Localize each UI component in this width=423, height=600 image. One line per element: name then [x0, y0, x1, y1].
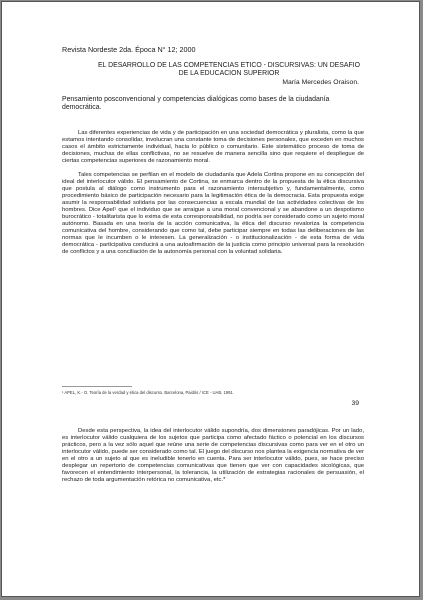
- paragraph-1: Las diferentes experiencias de vida y de participación en una sociedad democrática y pluralista, como la que estamos intentando consolidar, involucran una constante toma de decisiones personales, que exceden en muchos casos el ámbito estrictamente individual, hacia lo público o comunitario. Este sistemático proceso de toma de decisiones, muchas de ellas conflictivas, no se resuelve de manera sencilla sino que requiere el despliegue de ciertas competencias superiores de razonamiento moral.: [62, 130, 364, 164]
- body-text-continued: [62, 428, 364, 484]
- body-text: [62, 130, 364, 263]
- footnote-divider: [62, 386, 132, 387]
- document-page: [1, 1, 420, 597]
- article-title: EL DESARROLLO DE LAS COMPETENCIAS ETICO - DISCURSIVAS: UN DESAFIO DE LA EDUCACION SUPERIOR: [98, 62, 360, 77]
- page-number: 39: [351, 400, 359, 407]
- footnote: ¹ APEL, K.- O. Teoría de la verdad y ética del discurso. Barcelona, Paidós / ICE - UAB, 1991.: [62, 390, 234, 395]
- paragraph-3: Desde esta perspectiva, la idea del interlocutor válido supondría, dos dimensiones paradójicas. Por un lado, es interlocutor válido cualquiera de los sujetos que participa como afectado fáctico o potencial en los discursos prácticos, pero a la vez sólo aquel que reúne una serie de competencias discursivas como para ver en el otro un interlocutor válido, puede ser considerado como tal. El juego del discurso nos plantea la exigencia normativa de ver en el otro a un sujeto al que es ineludible tenerlo en cuenta. Para ser interlocutor válido, pues, se hace preciso desplegar un repertorio de competencias comunicativas que tienen que ver con capacidades sicológicas, que favorecen el entendimiento interpersonal, la tolerancia, la utilización de estrategias racionales de persuasión, el rechazo de toda argumentación retórica no comunicativa, etc.*: [62, 428, 364, 483]
- paragraph-2: Tales competencias se perfilan en el modelo de ciudadanía que Adela Cortina propone en su concepción del ideal del interlocutor válido. El pensamiento de Cortina, se enmarca dentro de la propuesta de la ética discursiva que postula al diálogo como instrumento para el razonamiento intersubjetivo y, fundamentalmente, como procedimiento básico de participación necesario para la legitimación ética de la democracia. Esta propuesta exige asumir la responsabilidad solidaria por las consecuencias a escala mundial de las actividades colectivas de los hombres. Dice Apel¹ que el individuo que se arraigue a una moral convencional y se abandone a un despotismo burocrático - totalitarista que lo exima de esta corresponsabilidad, no podría ser considerado como un sujeto moral autónomo. Basada en una teoría de la acción comunicativa, la ética del discurso revaloriza la competencia comunicativa del hombre, considerando que como tal, debe participar siempre en todas las deliberaciones de las normas que le incumben o le interesen. La generalización - o institucionalización - de esta forma de vida democrática - participativa conducirá a una autoafirmación de la justicia como principio universal para la resolución de conflictos y a una conciliación de la autonomía personal con la voluntad solidaria.: [62, 172, 364, 255]
- journal-header: Revista Nordeste 2da. Época N° 12; 2000: [62, 45, 196, 54]
- article-author: María Mercedes Oraison.: [282, 79, 359, 86]
- section-subtitle: Pensamiento posconvencional y competencias dialógicas como bases de la ciudadanía democrática.: [62, 96, 330, 111]
